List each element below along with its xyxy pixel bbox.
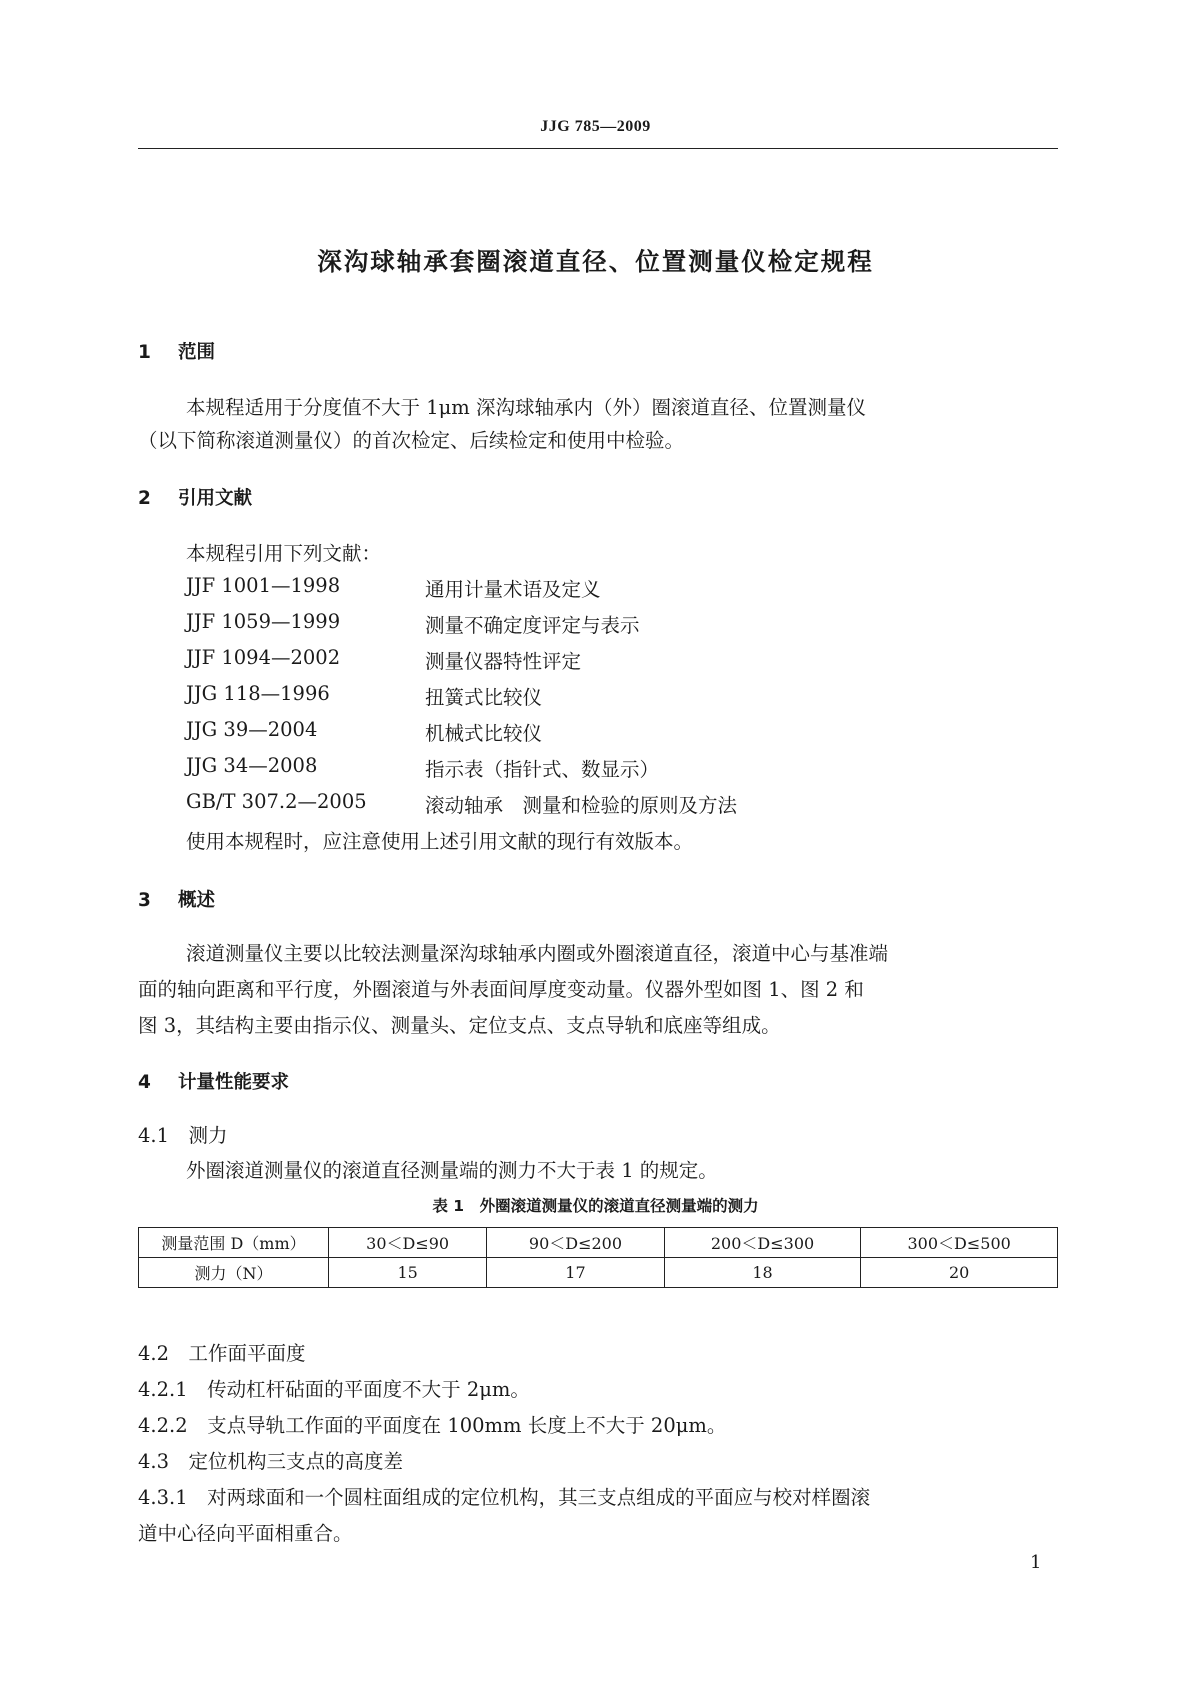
section-1-para-line1: 本规程适用于分度值不大于 1μm 深沟球轴承内（外）圈滚道直径、位置测量仪 xyxy=(186,396,866,419)
table-row xyxy=(139,1228,1058,1258)
table-row xyxy=(139,1258,1058,1288)
reference-code: JJF 1059—1999 xyxy=(186,610,341,633)
reference-title: 测量仪器特性评定 xyxy=(425,650,582,673)
section-1-heading xyxy=(138,338,215,364)
table-cell: 15 xyxy=(329,1258,487,1288)
section-3-line2: 面的轴向距离和平行度，外圈滚道与外表面间厚度变动量。仪器外型如图 1、图 2 和 xyxy=(138,978,864,1001)
table-cell: 30＜D≤90 xyxy=(329,1228,487,1258)
reference-code: JJF 1001—1998 xyxy=(186,574,341,597)
table-cell: 90＜D≤200 xyxy=(487,1228,664,1258)
clause-number: 4.2.1 xyxy=(138,1378,188,1401)
section-2-heading xyxy=(138,484,252,510)
clause-number: 4.1 xyxy=(138,1124,170,1147)
clause-title: 测力 xyxy=(188,1124,228,1147)
clause-number: 4.3 xyxy=(138,1450,170,1473)
table-cell: 18 xyxy=(664,1258,861,1288)
clause-4-2-2 xyxy=(138,1410,726,1438)
section-2-number: 2 xyxy=(138,488,151,509)
reference-title: 滚动轴承 测量和检验的原则及方法 xyxy=(425,794,738,817)
section-1-para-line2: （以下简称滚道测量仪）的首次检定、后续检定和使用中检验。 xyxy=(138,429,685,452)
clause-number: 4.2.2 xyxy=(138,1414,188,1437)
section-3-heading xyxy=(138,886,215,912)
clause-text: 传动杠杆砧面的平面度不大于 2μm。 xyxy=(207,1378,530,1401)
references-note: 使用本规程时，应注意使用上述引用文献的现行有效版本。 xyxy=(186,830,694,853)
reference-title: 指示表（指针式、数显示） xyxy=(425,758,660,781)
clause-4-2-1 xyxy=(138,1374,530,1402)
reference-title: 扭簧式比较仪 xyxy=(425,686,543,709)
clause-4-3-1 xyxy=(138,1482,870,1510)
clause-4-3-1-cont: 道中心径向平面相重合。 xyxy=(138,1522,353,1545)
table-cell: 20 xyxy=(861,1258,1058,1288)
table-cell: 300＜D≤500 xyxy=(861,1228,1058,1258)
table-cell: 17 xyxy=(487,1258,664,1288)
table-cell: 测量范围 D（mm） xyxy=(139,1228,329,1258)
reference-code: GB/T 307.2—2005 xyxy=(186,790,367,813)
clause-text: 支点导轨工作面的平面度在 100mm 长度上不大于 20μm。 xyxy=(207,1414,727,1437)
section-3-line3: 图 3，其结构主要由指示仪、测量头、定位支点、支点导轨和底座等组成。 xyxy=(138,1014,781,1037)
table-1-caption: 表 1 外圈滚道测量仪的滚道直径测量端的测力 xyxy=(432,1197,759,1215)
clause-4-3 xyxy=(138,1446,403,1474)
section-1-title: 范围 xyxy=(178,342,216,363)
reference-code: JJG 39—2004 xyxy=(186,718,318,741)
references-intro: 本规程引用下列文献： xyxy=(186,542,382,565)
measuring-force-table xyxy=(138,1227,1058,1288)
table-cell: 测力（N） xyxy=(139,1258,329,1288)
header-rule xyxy=(138,148,1058,149)
section-2-title: 引用文献 xyxy=(178,488,253,509)
section-3-title: 概述 xyxy=(178,890,216,911)
page-number: 1 xyxy=(1030,1552,1042,1573)
reference-code: JJG 118—1996 xyxy=(186,682,330,705)
clause-number: 4.2 xyxy=(138,1342,170,1365)
clause-text: 对两球面和一个圆柱面组成的定位机构，其三支点组成的平面应与校对样圈滚 xyxy=(207,1486,871,1509)
clause-number: 4.3.1 xyxy=(138,1486,188,1509)
section-4-title: 计量性能要求 xyxy=(178,1072,290,1093)
clause-4-2 xyxy=(138,1338,306,1366)
section-1-number: 1 xyxy=(138,342,151,363)
reference-code: JJG 34—2008 xyxy=(186,754,318,777)
section-4-number: 4 xyxy=(138,1072,151,1093)
clause-title: 工作面平面度 xyxy=(188,1342,306,1365)
section-3-number: 3 xyxy=(138,890,151,911)
clause-4-1-text: 外圈滚道测量仪的滚道直径测量端的测力不大于表 1 的规定。 xyxy=(186,1159,718,1182)
section-3-line1: 滚道测量仪主要以比较法测量深沟球轴承内圈或外圈滚道直径，滚道中心与基准端 xyxy=(186,942,889,965)
clause-4-1 xyxy=(138,1120,228,1148)
reference-title: 测量不确定度评定与表示 xyxy=(425,614,640,637)
reference-code: JJF 1094—2002 xyxy=(186,646,341,669)
clause-title: 定位机构三支点的高度差 xyxy=(188,1450,404,1473)
reference-title: 机械式比较仪 xyxy=(425,722,543,745)
running-header: JJG 785—2009 xyxy=(540,118,651,135)
section-4-heading xyxy=(138,1068,289,1094)
document-title: 深沟球轴承套圈滚道直径、位置测量仪检定规程 xyxy=(317,247,874,276)
table-cell: 200＜D≤300 xyxy=(664,1228,861,1258)
reference-title: 通用计量术语及定义 xyxy=(425,578,601,601)
